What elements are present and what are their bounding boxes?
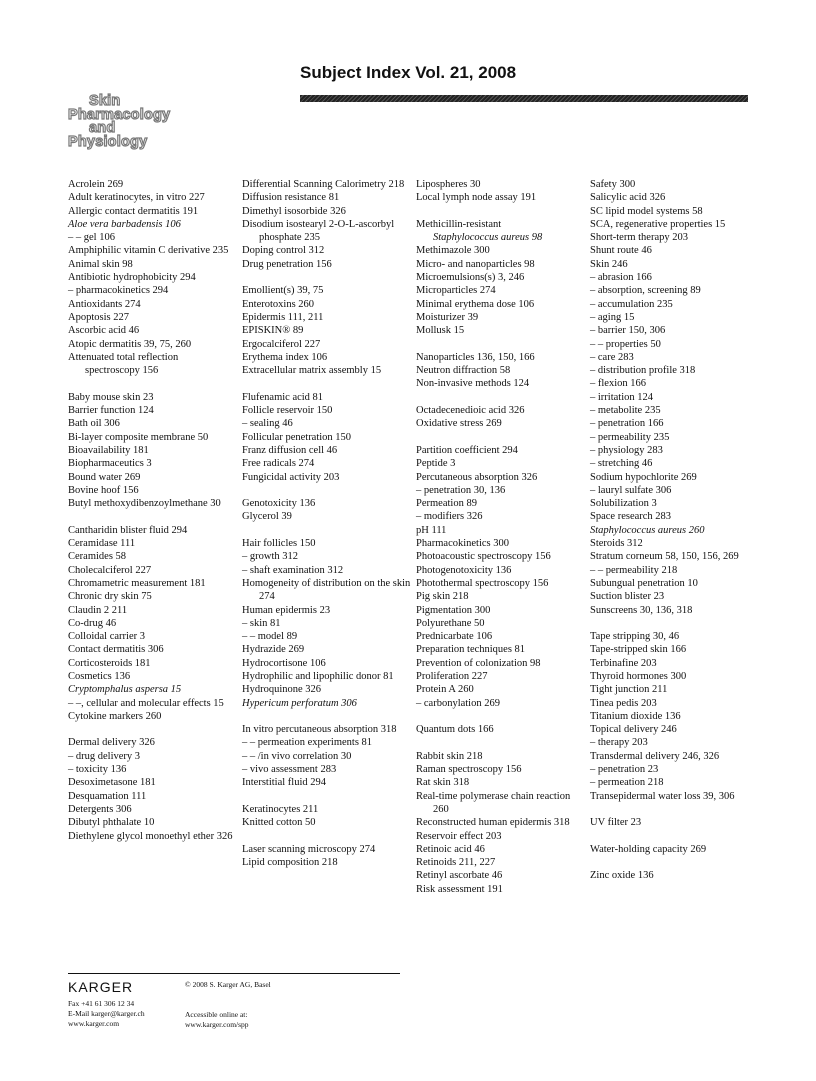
index-gap bbox=[416, 736, 586, 749]
index-entry: – – properties 50 bbox=[590, 338, 661, 350]
index-entry: Tight junction 211 bbox=[590, 684, 668, 696]
index-entry: – accumulation 235 bbox=[590, 298, 673, 310]
index-entry: Cholecalciferol 227 bbox=[68, 564, 152, 576]
index-entry: Antioxidants 274 bbox=[68, 298, 141, 310]
index-entry: UV filter 23 bbox=[590, 817, 642, 829]
index-entry: – aging 15 bbox=[590, 311, 635, 323]
index-entry: – – /in vivo correlation 30 bbox=[242, 750, 352, 762]
index-entry: Zinc oxide 136 bbox=[590, 870, 654, 882]
index-entry: Permeation 89 bbox=[416, 498, 477, 510]
index-entry: Rabbit skin 218 bbox=[416, 750, 483, 762]
index-entry: – shaft examination 312 bbox=[242, 564, 344, 576]
index-entry: – penetration 30, 136 bbox=[416, 484, 506, 496]
index-entry: Micro- and nanoparticles 98 bbox=[416, 258, 535, 270]
index-entry: – sealing 46 bbox=[242, 418, 293, 430]
index-entry: Ceramides 58 bbox=[68, 551, 127, 563]
index-entry: Hydrocortisone 106 bbox=[242, 657, 326, 669]
index-entry: – permeation 218 bbox=[590, 777, 664, 789]
index-entry: Interstitial fluid 294 bbox=[242, 777, 326, 789]
index-entry: Flufenamic acid 81 bbox=[242, 391, 324, 403]
index-entry: Retinyl ascorbate 46 bbox=[416, 870, 503, 882]
index-entry: Photoacoustic spectroscopy 156 bbox=[416, 551, 551, 563]
index-entry: Neutron diffraction 58 bbox=[416, 365, 511, 377]
index-entry: Cytokine markers 260 bbox=[68, 710, 162, 722]
index-entry: Amphiphilic vitamin C derivative 235 bbox=[68, 245, 229, 257]
index-entry: Bi-layer composite membrane 50 bbox=[68, 431, 209, 443]
index-entry: Local lymph node assay 191 bbox=[416, 192, 537, 204]
index-entry: Desquamation 111 bbox=[68, 790, 147, 802]
index-entry: Antibiotic hydrophobicity 294 bbox=[68, 272, 196, 284]
index-gap bbox=[242, 484, 412, 497]
index-entry: Sodium hypochlorite 269 bbox=[590, 471, 697, 483]
index-entry: – barrier 150, 306 bbox=[590, 325, 666, 337]
index-entry: Keratinocytes 211 bbox=[242, 803, 319, 815]
index-entry: Laser scanning microscopy 274 bbox=[242, 843, 376, 855]
index-entry: Franz diffusion cell 46 bbox=[242, 444, 338, 456]
index-entry: Lipid composition 218 bbox=[242, 857, 338, 869]
index-entry: Retinoic acid 46 bbox=[416, 843, 485, 855]
index-entry: Diffusion resistance 81 bbox=[242, 192, 340, 204]
index-entry: – absorption, screening 89 bbox=[590, 285, 701, 297]
index-entry: Aloe vera barbadensis 106 bbox=[68, 218, 181, 230]
index-entry: Follicular penetration 150 bbox=[242, 431, 352, 443]
index-gap bbox=[242, 710, 412, 723]
footer-rule bbox=[68, 973, 400, 974]
logo-line: Skin bbox=[89, 93, 121, 109]
index-gap bbox=[242, 524, 412, 537]
index-gap bbox=[590, 830, 750, 843]
logo-line: and bbox=[89, 120, 116, 136]
index-entry: Sunscreens 30, 136, 318 bbox=[590, 604, 693, 616]
index-entry: SC lipid model systems 58 bbox=[590, 205, 703, 217]
index-gap bbox=[416, 391, 586, 404]
index-entry: Peptide 3 bbox=[416, 458, 456, 470]
index-entry: Prevention of colonization 98 bbox=[416, 657, 541, 669]
index-entry: – distribution profile 318 bbox=[590, 365, 696, 377]
index-entry: – penetration 23 bbox=[590, 764, 659, 776]
index-entry: Claudin 2 211 bbox=[68, 604, 128, 616]
index-entry: Human epidermis 23 bbox=[242, 604, 331, 616]
index-entry: Knitted cotton 50 bbox=[242, 817, 316, 829]
index-entry: Atopic dermatitis 39, 75, 260 bbox=[68, 338, 192, 350]
index-entry: Nanoparticles 136, 150, 166 bbox=[416, 351, 535, 363]
index-entry: Stratum corneum 58, 150, 156, 269 bbox=[590, 551, 739, 563]
index-entry: Transdermal delivery 246, 326 bbox=[590, 750, 720, 762]
title-rule bbox=[300, 95, 748, 102]
index-gap bbox=[416, 710, 586, 723]
index-entry: Cosmetics 136 bbox=[68, 670, 131, 682]
index-entry: Quantum dots 166 bbox=[416, 724, 494, 736]
index-entry: Differential Scanning Calorimetry 218 bbox=[242, 179, 405, 190]
index-entry: Acrolein 269 bbox=[68, 179, 124, 190]
index-entry: Minimal erythema dose 106 bbox=[416, 298, 535, 310]
index-entry: – toxicity 136 bbox=[68, 764, 127, 776]
index-entry: – metabolite 235 bbox=[590, 405, 661, 417]
index-entry: Microemulsions(s) 3, 246 bbox=[416, 272, 525, 284]
index-entry: Percutaneous absorption 326 bbox=[416, 471, 538, 483]
index-entry: Suction blister 23 bbox=[590, 591, 665, 603]
index-entry: Dimethyl isosorbide 326 bbox=[242, 205, 346, 217]
index-entry: Subungual penetration 10 bbox=[590, 577, 698, 589]
index-entry: – vivo assessment 283 bbox=[242, 764, 337, 776]
index-entry: – skin 81 bbox=[242, 617, 281, 629]
index-entry: Chromametric measurement 181 bbox=[68, 577, 206, 589]
index-entry: Shunt route 46 bbox=[590, 245, 652, 257]
index-gap bbox=[242, 830, 412, 843]
index-entry: Epidermis 111, 211 bbox=[242, 311, 324, 323]
index-entry: Butyl methoxydibenzoylmethane 30 bbox=[68, 498, 221, 510]
index-entry: Non-invasive methods 124 bbox=[416, 378, 530, 390]
index-column-3 bbox=[416, 178, 586, 896]
index-entry: Thyroid hormones 300 bbox=[590, 670, 687, 682]
index-entry: Rat skin 318 bbox=[416, 777, 470, 789]
index-entry: Pigmentation 300 bbox=[416, 604, 491, 616]
index-entry: Staphylococcus aureus 260 bbox=[590, 524, 705, 536]
index-entry: Methimazole 300 bbox=[416, 245, 490, 257]
index-entry: – growth 312 bbox=[242, 551, 298, 563]
index-entry: – lauryl sulfate 306 bbox=[590, 484, 672, 496]
index-entry: Glycerol 39 bbox=[242, 511, 292, 523]
index-entry: – – permeability 218 bbox=[590, 564, 678, 576]
index-entry: Chronic dry skin 75 bbox=[68, 591, 152, 603]
index-entry: Genotoxicity 136 bbox=[242, 498, 316, 510]
index-entry: Hydroquinone 326 bbox=[242, 684, 322, 696]
index-gap bbox=[416, 338, 586, 351]
index-entry: Tape stripping 30, 46 bbox=[590, 631, 680, 643]
index-entry: Animal skin 98 bbox=[68, 258, 133, 270]
index-entry: – – gel 106 bbox=[68, 232, 115, 244]
index-entry: Microparticles 274 bbox=[416, 285, 496, 297]
index-entry: Cantharidin blister fluid 294 bbox=[68, 524, 188, 536]
index-entry: Homogeneity of distribution on the skin 274 bbox=[242, 577, 411, 603]
index-entry: Octadecenedioic acid 326 bbox=[416, 405, 525, 417]
index-entry: – irritation 124 bbox=[590, 391, 653, 403]
index-entry: Ceramidase 111 bbox=[68, 538, 136, 550]
footer-contact bbox=[68, 999, 145, 1029]
index-entry: Dibutyl phthalate 10 bbox=[68, 817, 155, 829]
index-column-1 bbox=[68, 178, 233, 843]
index-entry: Dermal delivery 326 bbox=[68, 737, 155, 749]
index-gap bbox=[68, 510, 233, 523]
index-entry: Bovine hoof 156 bbox=[68, 484, 139, 496]
index-entry: Topical delivery 246 bbox=[590, 724, 677, 736]
index-entry: Risk assessment 191 bbox=[416, 883, 503, 895]
index-entry: – –, cellular and molecular effects 15 bbox=[68, 697, 224, 709]
index-entry: – – permeation experiments 81 bbox=[242, 737, 373, 749]
index-entry: Hypericum perforatum 306 bbox=[242, 697, 357, 709]
index-entry: Mollusk 15 bbox=[416, 325, 465, 337]
index-entry: Attenuated total reflection spectroscopy 156 bbox=[68, 351, 179, 377]
index-entry: Free radicals 274 bbox=[242, 458, 315, 470]
online-url: www.karger.com/spp bbox=[185, 1020, 249, 1029]
index-entry: Staphylococcus aureus 98 bbox=[433, 232, 543, 244]
index-entry: Co-drug 46 bbox=[68, 617, 117, 629]
index-entry: Allergic contact dermatitis 191 bbox=[68, 205, 199, 217]
index-entry: – therapy 203 bbox=[590, 737, 648, 749]
index-gap bbox=[590, 803, 750, 816]
website: www.karger.com bbox=[68, 1019, 120, 1028]
index-entry: Prednicarbate 106 bbox=[416, 631, 493, 643]
index-entry: Doping control 312 bbox=[242, 245, 325, 257]
index-entry: – abrasion 166 bbox=[590, 272, 652, 284]
index-entry: Water-holding capacity 269 bbox=[590, 843, 707, 855]
index-column-4 bbox=[590, 178, 750, 883]
index-entry: Pig skin 218 bbox=[416, 591, 469, 603]
index-entry: Short-term therapy 203 bbox=[590, 232, 688, 244]
index-entry: – pharmacokinetics 294 bbox=[68, 285, 169, 297]
index-entry: – penetration 166 bbox=[590, 418, 664, 430]
index-gap bbox=[416, 431, 586, 444]
index-entry: Raman spectroscopy 156 bbox=[416, 764, 522, 776]
index-entry: Ergocalciferol 227 bbox=[242, 338, 321, 350]
index-gap bbox=[68, 723, 233, 736]
index-entry: Tinea pedis 203 bbox=[590, 697, 657, 709]
index-entry: Enterotoxins 260 bbox=[242, 298, 315, 310]
index-entry: Contact dermatitis 306 bbox=[68, 644, 164, 656]
index-entry: Corticosteroids 181 bbox=[68, 657, 151, 669]
index-entry: Photothermal spectroscopy 156 bbox=[416, 577, 549, 589]
index-entry: Follicle reservoir 150 bbox=[242, 405, 333, 417]
index-gap bbox=[416, 205, 586, 218]
index-entry: Lipospheres 30 bbox=[416, 179, 481, 190]
index-entry: Steroids 312 bbox=[590, 538, 643, 550]
index-entry: Proliferation 227 bbox=[416, 670, 488, 682]
index-entry: Erythema index 106 bbox=[242, 351, 328, 363]
index-entry: Desoximetasone 181 bbox=[68, 777, 156, 789]
index-entry: Baby mouse skin 23 bbox=[68, 391, 154, 403]
index-entry: – stretching 46 bbox=[590, 458, 653, 470]
index-entry: Detergents 306 bbox=[68, 803, 132, 815]
index-entry: – – model 89 bbox=[242, 631, 298, 643]
index-entry: Cryptomphalus aspersa 15 bbox=[68, 684, 182, 696]
index-entry: Terbinafine 203 bbox=[590, 657, 657, 669]
index-entry: Disodium isostearyl 2-O-L-ascorbyl phosphate 235 bbox=[242, 218, 395, 244]
index-entry: Solubilization 3 bbox=[590, 498, 657, 510]
index-gap bbox=[242, 377, 412, 390]
index-gap bbox=[242, 790, 412, 803]
index-entry: Reservoir effect 203 bbox=[416, 830, 502, 842]
index-entry: Extracellular matrix assembly 15 bbox=[242, 365, 382, 377]
index-entry: In vitro percutaneous absorption 318 bbox=[242, 724, 397, 736]
index-entry: Partition coefficient 294 bbox=[416, 444, 518, 456]
index-entry: Photogenotoxicity 136 bbox=[416, 564, 512, 576]
index-entry: – permeability 235 bbox=[590, 431, 670, 443]
index-entry: Oxidative stress 269 bbox=[416, 418, 502, 430]
index-entry: Adult keratinocytes, in vitro 227 bbox=[68, 192, 205, 204]
index-entry: Biopharmaceutics 3 bbox=[68, 458, 152, 470]
page-title: Subject Index Vol. 21, 2008 bbox=[300, 63, 517, 82]
index-entry: Reconstructed human epidermis 318 bbox=[416, 817, 570, 829]
index-entry: pH 111 bbox=[416, 524, 447, 536]
index-entry: Real-time polymerase chain reaction 260 bbox=[416, 790, 571, 815]
index-column-2 bbox=[242, 178, 412, 869]
index-entry: – modifiers 326 bbox=[416, 511, 483, 523]
index-entry: Pharmacokinetics 300 bbox=[416, 538, 510, 550]
index-entry: SCA, regenerative properties 15 bbox=[590, 218, 726, 230]
index-entry: Hair follicles 150 bbox=[242, 538, 316, 550]
index-entry: EPISKIN® 89 bbox=[242, 325, 304, 337]
index-entry: Salicylic acid 326 bbox=[590, 192, 666, 204]
index-entry: Skin 246 bbox=[590, 258, 628, 270]
index-entry: Drug penetration 156 bbox=[242, 258, 332, 270]
index-entry: Bound water 269 bbox=[68, 471, 141, 483]
index-entry: Safety 300 bbox=[590, 179, 636, 190]
index-entry: Ascorbic acid 46 bbox=[68, 325, 140, 337]
index-entry: Colloidal carrier 3 bbox=[68, 631, 145, 643]
email: E-Mail karger@karger.ch bbox=[68, 1009, 145, 1018]
index-entry: Diethylene glycol monoethyl ether 326 bbox=[68, 830, 233, 842]
index-entry: Bioavailability 181 bbox=[68, 444, 149, 456]
index-gap bbox=[590, 856, 750, 869]
index-entry: – flexion 166 bbox=[590, 378, 646, 390]
index-entry: – drug delivery 3 bbox=[68, 750, 141, 762]
index-entry: Space research 283 bbox=[590, 511, 672, 523]
index-entry: Hydrophilic and lipophilic donor 81 bbox=[242, 670, 394, 682]
index-entry: Polyurethane 50 bbox=[416, 617, 485, 629]
index-entry: Apoptosis 227 bbox=[68, 311, 129, 323]
index-entry: Emollient(s) 39, 75 bbox=[242, 285, 324, 297]
index-entry: Transepidermal water loss 39, 306 bbox=[590, 790, 735, 802]
index-gap bbox=[242, 271, 412, 284]
index-gap bbox=[68, 377, 233, 390]
index-entry: Hydrazide 269 bbox=[242, 644, 305, 656]
publisher-logo: KARGER bbox=[68, 979, 134, 995]
online-label: Accessible online at: bbox=[185, 1010, 248, 1019]
copyright: © 2008 S. Karger AG, Basel bbox=[185, 980, 271, 989]
index-gap bbox=[590, 617, 750, 630]
index-entry: Moisturizer 39 bbox=[416, 311, 479, 323]
index-entry: Retinoids 211, 227 bbox=[416, 857, 496, 869]
index-entry: – carbonylation 269 bbox=[416, 697, 500, 709]
index-entry: – physiology 283 bbox=[590, 444, 663, 456]
index-entry: Methicillin-resistant bbox=[416, 218, 502, 230]
fax: Fax +41 61 306 12 34 bbox=[68, 999, 135, 1008]
logo-line: Pharmacology bbox=[68, 106, 171, 123]
index-entry: Preparation techniques 81 bbox=[416, 644, 526, 656]
index-entry: Tape-stripped skin 166 bbox=[590, 644, 687, 656]
index-entry: Titanium dioxide 136 bbox=[590, 710, 681, 722]
footer-online bbox=[185, 1010, 249, 1030]
journal-logo bbox=[68, 95, 170, 149]
index-entry: Fungicidal activity 203 bbox=[242, 471, 340, 483]
index-entry: Barrier function 124 bbox=[68, 405, 154, 417]
logo-line: Physiology bbox=[68, 133, 148, 150]
index-entry: Protein A 260 bbox=[416, 684, 474, 696]
index-entry: Bath oil 306 bbox=[68, 418, 120, 430]
index-entry: – care 283 bbox=[590, 351, 634, 363]
